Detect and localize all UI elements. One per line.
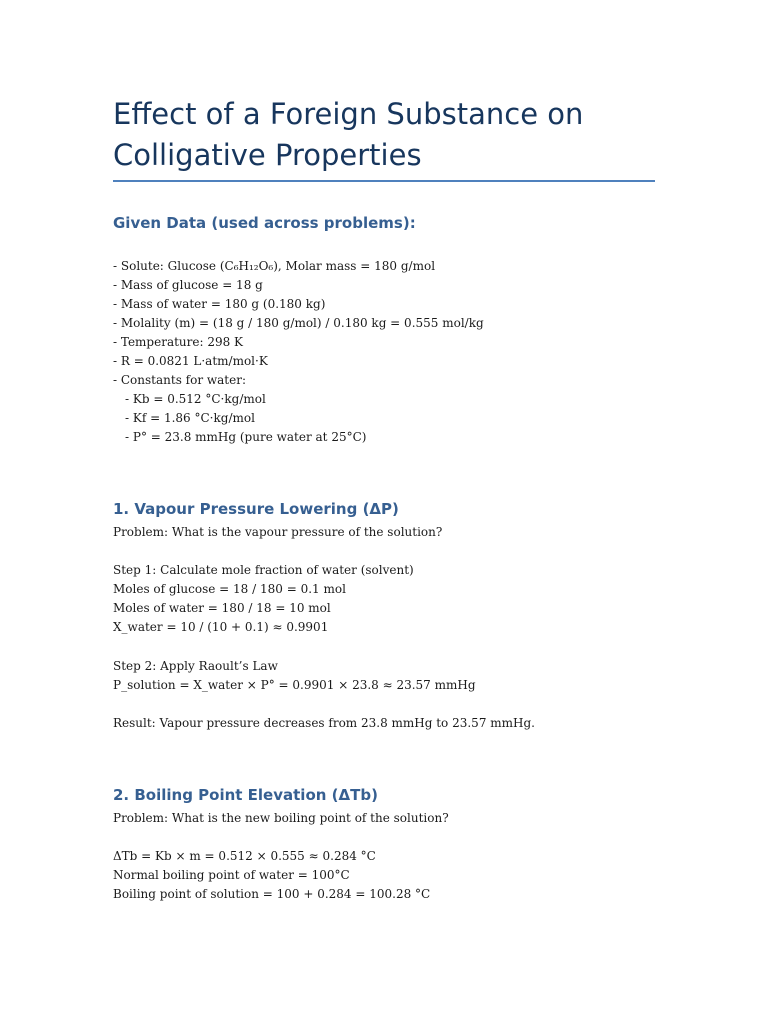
given-line: - Molality (m) = (18 g / 180 g/mol) / 0.180 kg = 0.555 mol/kg [113,316,484,330]
calc-line: X_water = 10 / (10 + 0.1) ≈ 0.9901 [113,620,329,634]
document-title: Effect of a Foreign Substance on Colligative Properties [113,97,584,172]
given-data-heading: Given Data (used across problems): [113,214,416,232]
given-line: - Mass of water = 180 g (0.180 kg) [113,297,326,311]
given-line: - Mass of glucose = 18 g [113,278,263,292]
calc-line: Moles of glucose = 18 / 180 = 0.1 mol [113,582,346,596]
section-2-problem: Problem: What is the new boiling point of the solution? [113,811,449,825]
calc-line: Boiling point of solution = 100 + 0.284 = 100.28 °C [113,887,431,901]
calc-line: ΔTb = Kb × m = 0.512 × 0.555 ≈ 0.284 °C [113,849,376,863]
given-line: - Solute: Glucose (C₆H₁₂O₆), Molar mass = 180 g/mol [113,259,436,273]
given-line: - Constants for water: [113,373,247,387]
section-1-result: Result: Vapour pressure decreases from 23.8 mmHg to 23.57 mmHg. [113,716,535,730]
calc-line: P_solution = X_water × P° = 0.9901 × 23.8 ≈ 23.57 mmHg [113,678,476,692]
calc-line: Normal boiling point of water = 100°C [113,868,350,882]
constant-line: - P° = 23.8 mmHg (pure water at 25°C) [125,430,367,444]
section-1-heading: 1. Vapour Pressure Lowering (ΔP) [113,500,399,518]
section-2-heading: 2. Boiling Point Elevation (ΔTb) [113,786,378,804]
title-underline [113,180,655,182]
given-line: - Temperature: 298 K [113,335,244,349]
constant-line: - Kf = 1.86 °C·kg/mol [125,411,255,425]
section-1-problem: Problem: What is the vapour pressure of the solution? [113,525,443,539]
section-1-step-1: Step 1: Calculate mole fraction of water (solvent) [113,563,414,577]
calc-line: Moles of water = 180 / 18 = 10 mol [113,601,331,615]
section-1-step-2: Step 2: Apply Raoult’s Law [113,659,278,673]
constant-line: - Kb = 0.512 °C·kg/mol [125,392,266,406]
given-line: - R = 0.0821 L·atm/mol·K [113,354,268,368]
